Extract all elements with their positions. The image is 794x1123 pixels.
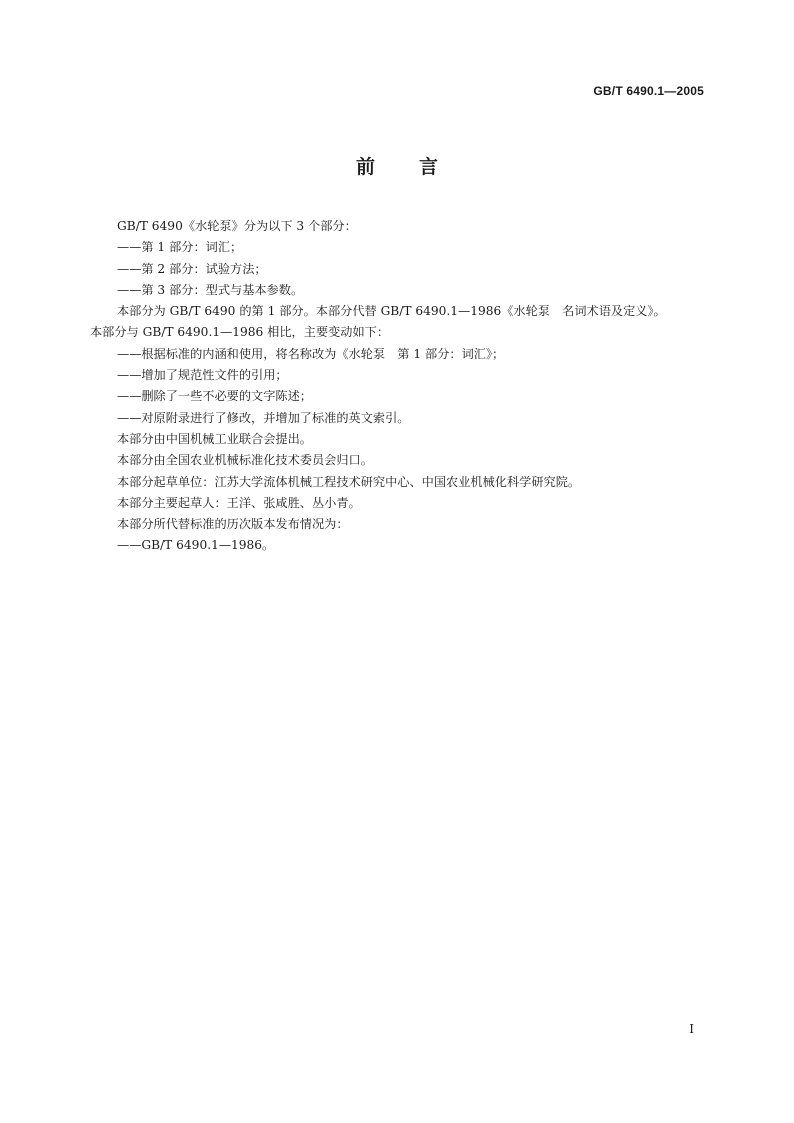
paragraph-parts-intro: GB/T 6490《水轮泵》分为以下 3 个部分： — [117, 219, 357, 233]
paragraph-drafters: 本部分主要起草人：王洋、张咸胜、丛小青。 — [117, 495, 361, 510]
list-item-part-2: ——第 2 部分：试验方法； — [117, 261, 267, 276]
list-item-history: ——GB/T 6490.1—1986。 — [117, 538, 275, 553]
paragraph-drafting-units: 本部分起草单位：江苏大学流体机械工程技术研究中心、中国农业机械化科学研究院。 — [117, 474, 581, 489]
list-item-change-1: ——根据标准的内涵和使用，将名称改为《水轮泵 第 1 部分：词汇》； — [117, 346, 505, 361]
paragraph-proposed-by: 本部分由中国机械工业联合会提出。 — [117, 431, 312, 446]
list-item-part-3: ——第 3 部分：型式与基本参数。 — [117, 282, 304, 297]
paragraph-centralized-by: 本部分由全国农业机械标准化技术委员会归口。 — [117, 453, 373, 468]
list-item-change-3: ——删除了一些不必要的文字陈述； — [117, 389, 312, 404]
list-item-change-2: ——增加了规范性文件的引用； — [117, 368, 288, 383]
page-number: I — [689, 1022, 694, 1036]
standard-code: GB/T 6490.1—2005 — [593, 84, 704, 98]
list-item-change-4: ——对原附录进行了修改，并增加了标准的英文索引。 — [117, 410, 410, 425]
paragraph-replaces: 本部分为 GB/T 6490 的第 1 部分。本部分代替 GB/T 6490.1—1986《水轮泵 名词术语及定义》。 — [117, 304, 666, 319]
foreword-body — [90, 216, 710, 557]
paragraph-history-intro: 本部分所代替标准的历次版本发布情况为： — [117, 517, 349, 532]
list-item-part-1: ——第 1 部分：词汇； — [117, 240, 243, 255]
page-title: 前言 — [355, 156, 482, 178]
paragraph-changes-intro: 本部分与 GB/T 6490.1—1986 相比，主要变动如下： — [90, 325, 390, 340]
